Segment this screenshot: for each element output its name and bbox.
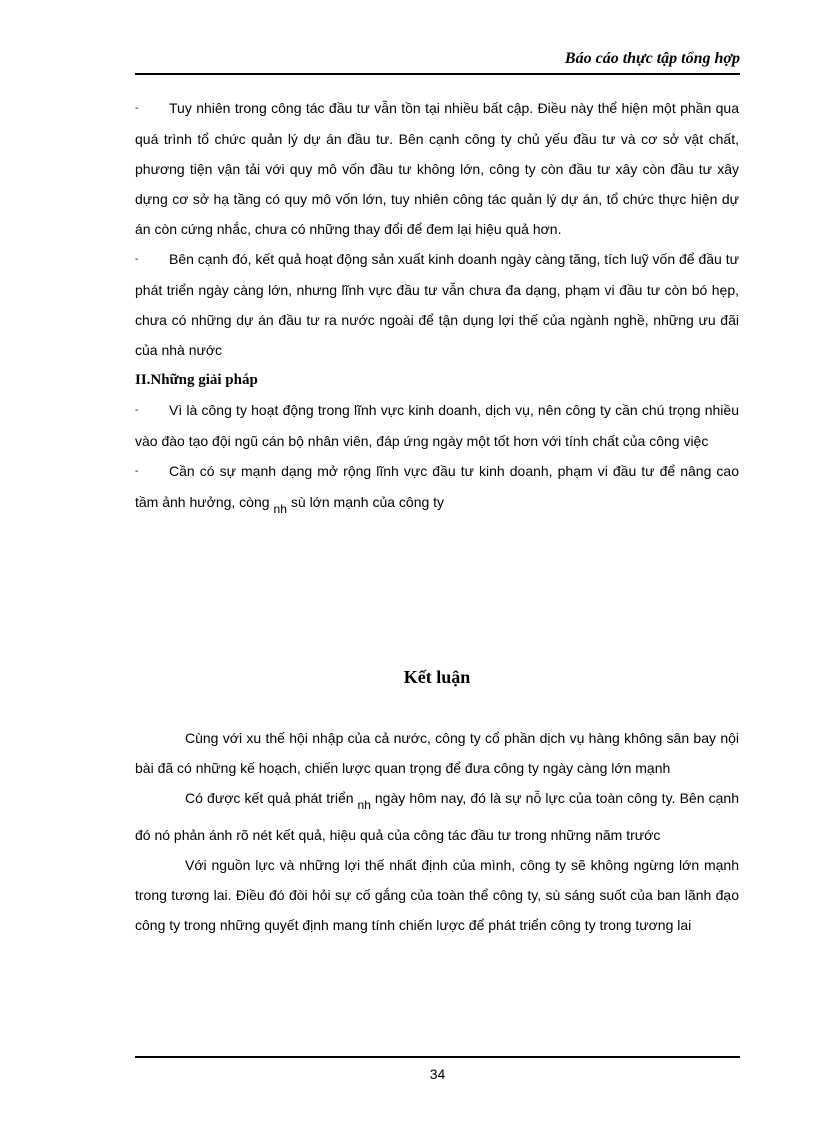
paragraph <box>135 395 739 456</box>
paragraph-text: sù lớn mạnh của công ty <box>290 494 445 510</box>
paragraph <box>135 244 739 365</box>
paragraph <box>135 93 739 244</box>
page-header <box>135 47 740 75</box>
paragraph-text: Vì là công ty hoạt động trong lĩnh vực kinh doanh, dịch vụ, nên công ty cần chú trọng nhiều vào đào tạo đội ngũ cán bộ nhân viên, đáp ứng ngày một tốt hơn với tính chất của công việc <box>135 402 739 449</box>
page-number: 34 <box>429 1066 446 1082</box>
conclusion-section <box>135 723 739 940</box>
paragraph-text: Tuy nhiên trong công tác đầu tư vẫn tồn tại nhiều bất cập. Điều này thể hiện một phần qua quá trình tổ chức quản lý dự án đầu tư. Bên cạnh công ty chủ yếu đầu tư và cơ sở vật chất, phương tiện vận tải với quy mô vốn đầu tư không lớn, công ty còn đầu tư xây còn đầu tư xây dựng cơ sở hạ tầng có quy mô vốn lớn, tuy nhiên công tác quản lý dự án, tổ chức thực hiện dự án còn cứng nhắc, chưa có những thay đổi để đem lại hiệu quả hơn. <box>135 100 739 237</box>
paragraph <box>135 456 739 524</box>
paragraph-text: ngày hôm nay, đó là sự nỗ lực của toàn công ty. Bên cạnh đó nó phản ánh rõ nét kết quả, hiệu quả của công tác đầu tư trong những năm trước <box>135 790 739 843</box>
paragraph: Cùng với xu thế hội nhập của cả nước, công ty cổ phần dịch vụ hàng không sân bay nội bài đã có những kế hoạch, chiến lược quan trọng để đưa công ty ngày càng lớn mạnh <box>135 730 739 776</box>
paragraph-text: Bên cạnh đó, kết quả hoạt động sản xuất kinh doanh ngày càng tăng, tích luỹ vốn để đầu tư phát triển ngày càng lớn, nhưng lĩnh vực đầu tư vẫn chưa đa dạng, phạm vi đầu tư còn bó hẹp, chưa có những dự án đầu tư ra nước ngoài để tận dụng lợi thế của ngành nghề, những ưu đãi của nhà nước <box>135 251 739 358</box>
bullet-marker: - <box>135 103 139 114</box>
footer-rule <box>135 1056 740 1058</box>
paragraph-text: Cần có sự mạnh dạng mở rộng lĩnh vực đầu tư kinh doanh, phạm vi đầu tư để nâng cao tầm ảnh hưởng, còng <box>135 463 739 510</box>
bullet-marker: - <box>135 405 139 416</box>
conclusion-title: Kết luận <box>403 667 471 687</box>
paragraph: Với nguồn lực và những lợi thế nhất định của mình, công ty sẽ không ngừng lớn mạnh trong tương lai. Điều đó đòi hỏi sự cố gắng của toàn thể công ty, sù sáng suốt của ban lãnh đạo công ty trong những quyết định mang tính chiến lược để phát triển công ty trong tương lai <box>135 857 739 933</box>
section-heading: II.Những giải pháp <box>135 372 258 388</box>
paragraph <box>135 783 739 850</box>
bullet-marker: - <box>135 466 139 477</box>
subscript-fragment: nh <box>357 798 371 812</box>
header-title: Báo cáo thực tập tổng hợp <box>564 50 740 67</box>
body-section <box>135 93 739 524</box>
paragraph-text: Có được kết quả phát triển <box>185 790 354 806</box>
bullet-marker: - <box>135 254 139 265</box>
subscript-fragment: nh <box>273 502 287 516</box>
